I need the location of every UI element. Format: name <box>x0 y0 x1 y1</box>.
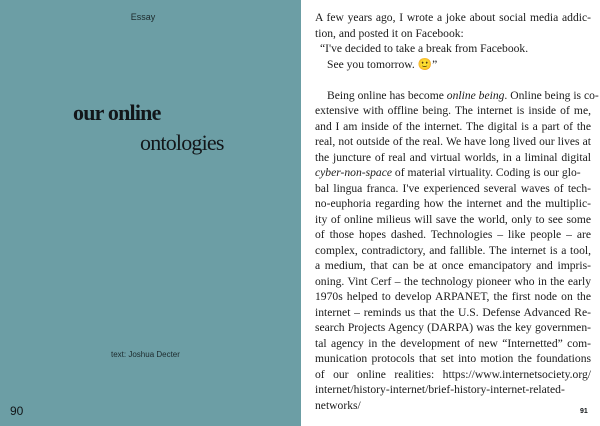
body-line: real, not outside of the real. We have long lived our lives at <box>315 135 591 148</box>
body-line: ity of online milieus will save the world, only to see some <box>315 212 591 226</box>
right-page <box>301 0 600 426</box>
quote-line: See you tomorrow. 🙂” <box>327 57 438 71</box>
body-line: complex, contradictory, and fallible. The internet is a tool, <box>315 243 591 257</box>
italic-phrase-cyber-non-space: cyber-non-space <box>315 166 393 179</box>
body-line-lead: Being online has become <box>327 88 447 102</box>
essay-body-text <box>315 10 599 413</box>
body-line: internet/history-internet/brief-history-internet-related- <box>315 383 565 396</box>
body-line: no-euphoria regarding how the internet and the multiplic- <box>315 197 591 210</box>
body-line: oning. Vint Cerf – the technology pioneer who in the early <box>315 274 591 288</box>
essay-title-line-1: our online <box>73 100 161 125</box>
body-line: of our online realities: https://www.internetsociety.org/ <box>315 367 591 381</box>
body-line: tion, and posted it on Facebook: <box>315 26 464 40</box>
body-line <box>315 165 591 181</box>
body-line: of those hopes dashed. Technologies – like people – are <box>315 228 591 241</box>
essay-title-line-2: ontologies <box>140 130 224 155</box>
body-line: internet – reminds us that the U.S. Defense Advanced Re- <box>315 305 591 319</box>
body-line: and I am inside of the internet. The digital is a part of the <box>315 119 591 133</box>
paragraph-gap <box>315 72 591 88</box>
body-line: the juncture of real and virtual worlds, in a liminal digital <box>315 150 591 164</box>
body-line: a medium, that can be at once emancipatory and impris- <box>315 259 591 272</box>
body-line: A few years ago, I wrote a joke about social media addic- <box>315 11 591 24</box>
body-line: extensive with offline being. The internet is inside of me, <box>315 104 591 117</box>
page-number-left: 90 <box>10 404 24 418</box>
body-line: networks/ <box>315 398 361 412</box>
body-line-tail: . Online being is co- <box>504 88 599 102</box>
body-line <box>315 88 599 104</box>
quote-line: “I've decided to take a break from Facebook. <box>320 42 529 55</box>
body-line: bal lingua franca. I've experienced several waves of tech- <box>315 181 591 195</box>
section-label: Essay <box>130 12 156 22</box>
body-line: tal agency in the development of new “Internetted” com- <box>315 336 591 350</box>
body-line: search Projects Agency (DARPA) was the key governmen- <box>315 321 591 334</box>
italic-phrase-online-being: online being <box>446 88 505 102</box>
page-number-right: 91 <box>580 408 588 415</box>
body-line: munication protocols that set into motion the foundations <box>315 352 591 365</box>
author-byline: text: Joshua Decter <box>111 350 180 359</box>
body-line-tail: of material virtuality. Coding is our glo- <box>392 166 581 179</box>
body-line: 1970s helped to develop ARPANET, the first node on the <box>315 290 591 303</box>
